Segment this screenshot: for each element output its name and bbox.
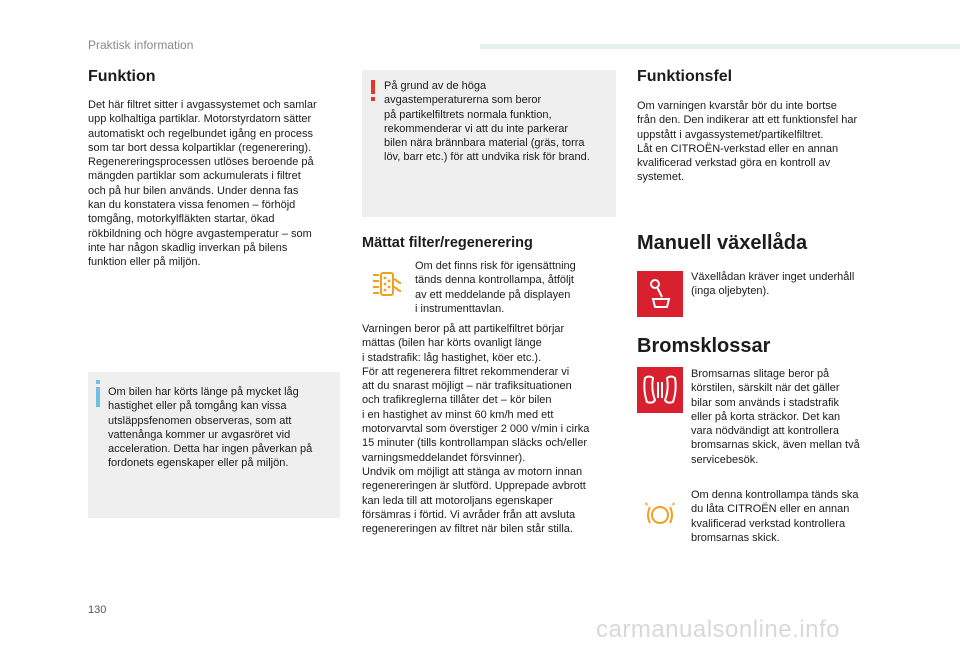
warning-exclamation-icon <box>370 80 376 103</box>
brake-lamp-text: Om denna kontrollampa tänds ska du låta CITROËN eller en annan kvalificerad verkstad kontrollera bromsarnas skick. <box>691 489 859 544</box>
warning-note-box <box>362 70 616 217</box>
funktion-body: Det här filtret sitter i avgassystemet och samlar upp kolhaltiga partiklar. Motorstyrdatorn sätter automatiskt och regelbundet igång en process som tar bort dessa kolpartiklar (regenerering). Regenereringsprocessen utlöses beroende på mängden partiklar som ackumulerats i filtret och på hur bilen används. Under denna fas kan du konstatera vissa fenomen – förhöjd tomgång, motorkylfläkten startar, ökad rökbildning och högre avgastemperatur – som inte har någon skadlig inverkan på bilens funktion eller på miljön. <box>88 99 317 269</box>
info-icon <box>96 387 100 407</box>
funktion-heading: Funktion <box>88 68 156 85</box>
info-note-box <box>88 372 340 518</box>
bromsklossar-heading: Bromsklossar <box>637 335 771 357</box>
watermark: carmanualsonline.info <box>596 616 840 643</box>
manuell-vaxellada-heading: Manuell växellåda <box>637 232 808 254</box>
funktionsfel-heading: Funktionsfel <box>637 68 733 85</box>
particle-filter-warning-icon <box>364 262 410 308</box>
brake-pad-wear-warning-icon <box>637 492 683 538</box>
filter-lamp-text: Om det finns risk för igensättning tänds denna kontrollampa, åtföljt av ett meddelande på displayen i instrumenttavlan. <box>415 260 576 315</box>
mattat-filter-heading: Mättat filter/regenerering <box>362 235 533 251</box>
page-number: 130 <box>88 604 107 616</box>
info-note-text: Om bilen har körts länge på mycket låg hastighet eller på tomgång kan vissa utsläppsfenomen observeras, som att vattenånga kommer ur avgasröret vid acceleration. Detta har ingen påverkan på fordonets egenskaper eller på miljön. <box>108 386 313 470</box>
header-accent-bar <box>480 44 960 49</box>
mattat-filter-body: Varningen beror på att partikelfiltret börjar mättas (bilen har körts ovanligt länge i stadstrafik: låg hastighet, köer etc.). För att regenerera filtret rekommenderar vi att du snarast möjligt – när trafiksituationen och trafikreglerna tillåter det – kör bilen i en hastighet av minst 60 km/h med ett motorvarvtal som överstiger 2 000 v/min i cirka 15 minuter (tills kontrollampan släcks och/eller varningsmeddelandet försvinner). Undvik om möjligt att stänga av motorn innan regenereringen är slutförd. Upprepade avbrott kan leda till att motoroljans egenskaper försämras i förtid. Vi avråder från att avsluta regenereringen av filtret när bilen står stilla. <box>362 323 590 536</box>
section-header: Praktisk information <box>88 38 194 52</box>
brake-pads-icon <box>637 367 683 413</box>
gearbox-text: Växellådan kräver inget underhåll (inga oljebyten). <box>691 271 855 298</box>
warning-note-text: På grund av de höga avgastemperaturerna som beror på partikelfiltrets normala funktion, rekommenderar vi att du inte parkerar bilen nära brännbara material (gräs, torra löv, barr etc.) för att undvika risk för brand. <box>384 80 590 164</box>
brake-text: Bromsarnas slitage beror på körstilen, särskilt när det gäller bilar som används i stadstrafik eller på korta sträckor. Det kan vara nödvändigt att kontrollera bromsarnas skick, även mellan två servicebesök. <box>691 368 860 466</box>
funktionsfel-body: Om varningen kvarstår bör du inte bortse från den. Den indikerar att ett funktionsfel har uppstått i avgassystemet/partikelfiltret. Låt en CITROËN-verkstad eller en annan kvalificerad verkstad göra en kontroll av systemet. <box>637 100 858 184</box>
gear-lever-icon <box>637 271 683 317</box>
